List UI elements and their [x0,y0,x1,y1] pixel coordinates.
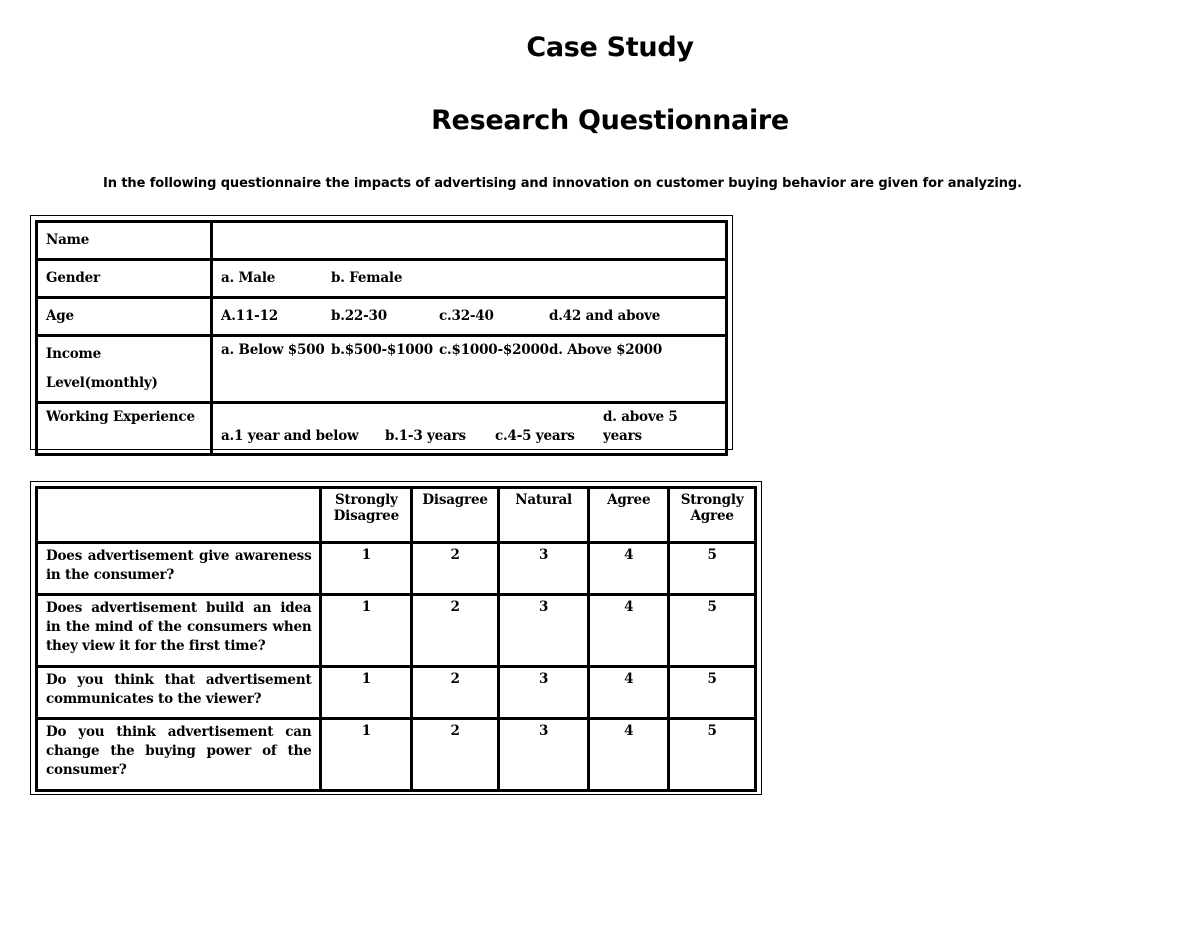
age-option-a[interactable]: A.11-12 [221,308,278,324]
respondent-info-frame [30,215,733,450]
work-experience-label: Working Experience [37,403,212,455]
question-2: Does advertisement build an idea in the mind of the consumers when they view it for the first time? [37,595,321,667]
table-row [37,222,727,260]
page-subtitle: Research Questionnaire [431,105,789,136]
rating-2[interactable]: 2 [412,667,499,719]
rating-5[interactable]: 5 [669,543,756,595]
rating-3[interactable]: 3 [499,719,589,791]
rating-4[interactable]: 4 [589,719,669,791]
income-option-a[interactable]: a. Below $500 [221,342,325,358]
column-header-agree: Agree [589,488,669,543]
column-header-strongly-disagree: Strongly Disagree [321,488,412,543]
gender-option-male[interactable]: a. Male [221,270,276,286]
intro-text: In the following questionnaire the impacts of advertising and innovation on customer buying behavior are given for analyzing. [103,176,1022,191]
table-row [37,403,727,455]
likert-frame [30,481,762,795]
table-row [37,543,756,595]
rating-4[interactable]: 4 [589,543,669,595]
rating-1[interactable]: 1 [321,595,412,667]
question-1: Does advertisement give awareness in the consumer? [37,543,321,595]
rating-1[interactable]: 1 [321,543,412,595]
rating-3[interactable]: 3 [499,667,589,719]
name-field[interactable] [212,222,727,260]
gender-options [212,260,727,298]
rating-4[interactable]: 4 [589,667,669,719]
column-header-strongly-agree: Strongly Agree [669,488,756,543]
experience-option-b[interactable]: b.1-3 years [385,428,466,444]
likert-table [35,486,757,792]
table-row [37,595,756,667]
table-row [37,260,727,298]
respondent-info-table [35,220,728,456]
table-row [37,667,756,719]
rating-2[interactable]: 2 [412,719,499,791]
question-4: Do you think advertisement can change the buying power of the consumer? [37,719,321,791]
experience-option-c[interactable]: c.4-5 years [495,428,575,444]
table-header-row [37,488,756,543]
income-label: Income Level(monthly) [37,336,212,403]
gender-option-female[interactable]: b. Female [331,270,403,286]
rating-5[interactable]: 5 [669,719,756,791]
name-label: Name [37,222,212,260]
income-option-c[interactable]: c.$1000-$2000 [439,342,549,358]
experience-option-d[interactable]: d. above 5 years [603,409,678,444]
income-options [212,336,727,403]
income-option-d[interactable]: d. Above $2000 [549,342,663,358]
rating-5[interactable]: 5 [669,595,756,667]
column-header-disagree: Disagree [412,488,499,543]
experience-option-a[interactable]: a.1 year and below [221,428,359,444]
age-option-c[interactable]: c.32-40 [439,308,494,324]
page-title: Case Study [526,32,694,63]
column-header-natural: Natural [499,488,589,543]
rating-4[interactable]: 4 [589,595,669,667]
age-label: Age [37,298,212,336]
rating-1[interactable]: 1 [321,667,412,719]
work-experience-options [212,403,727,455]
rating-5[interactable]: 5 [669,667,756,719]
gender-label: Gender [37,260,212,298]
age-option-b[interactable]: b.22-30 [331,308,387,324]
rating-2[interactable]: 2 [412,543,499,595]
rating-2[interactable]: 2 [412,595,499,667]
question-column-header [37,488,321,543]
rating-3[interactable]: 3 [499,595,589,667]
age-options [212,298,727,336]
income-option-b[interactable]: b.$500-$1000 [331,342,433,358]
rating-1[interactable]: 1 [321,719,412,791]
rating-3[interactable]: 3 [499,543,589,595]
table-row [37,298,727,336]
age-option-d[interactable]: d.42 and above [549,308,661,324]
table-row [37,336,727,403]
question-3: Do you think that advertisement communicates to the viewer? [37,667,321,719]
table-row [37,719,756,791]
